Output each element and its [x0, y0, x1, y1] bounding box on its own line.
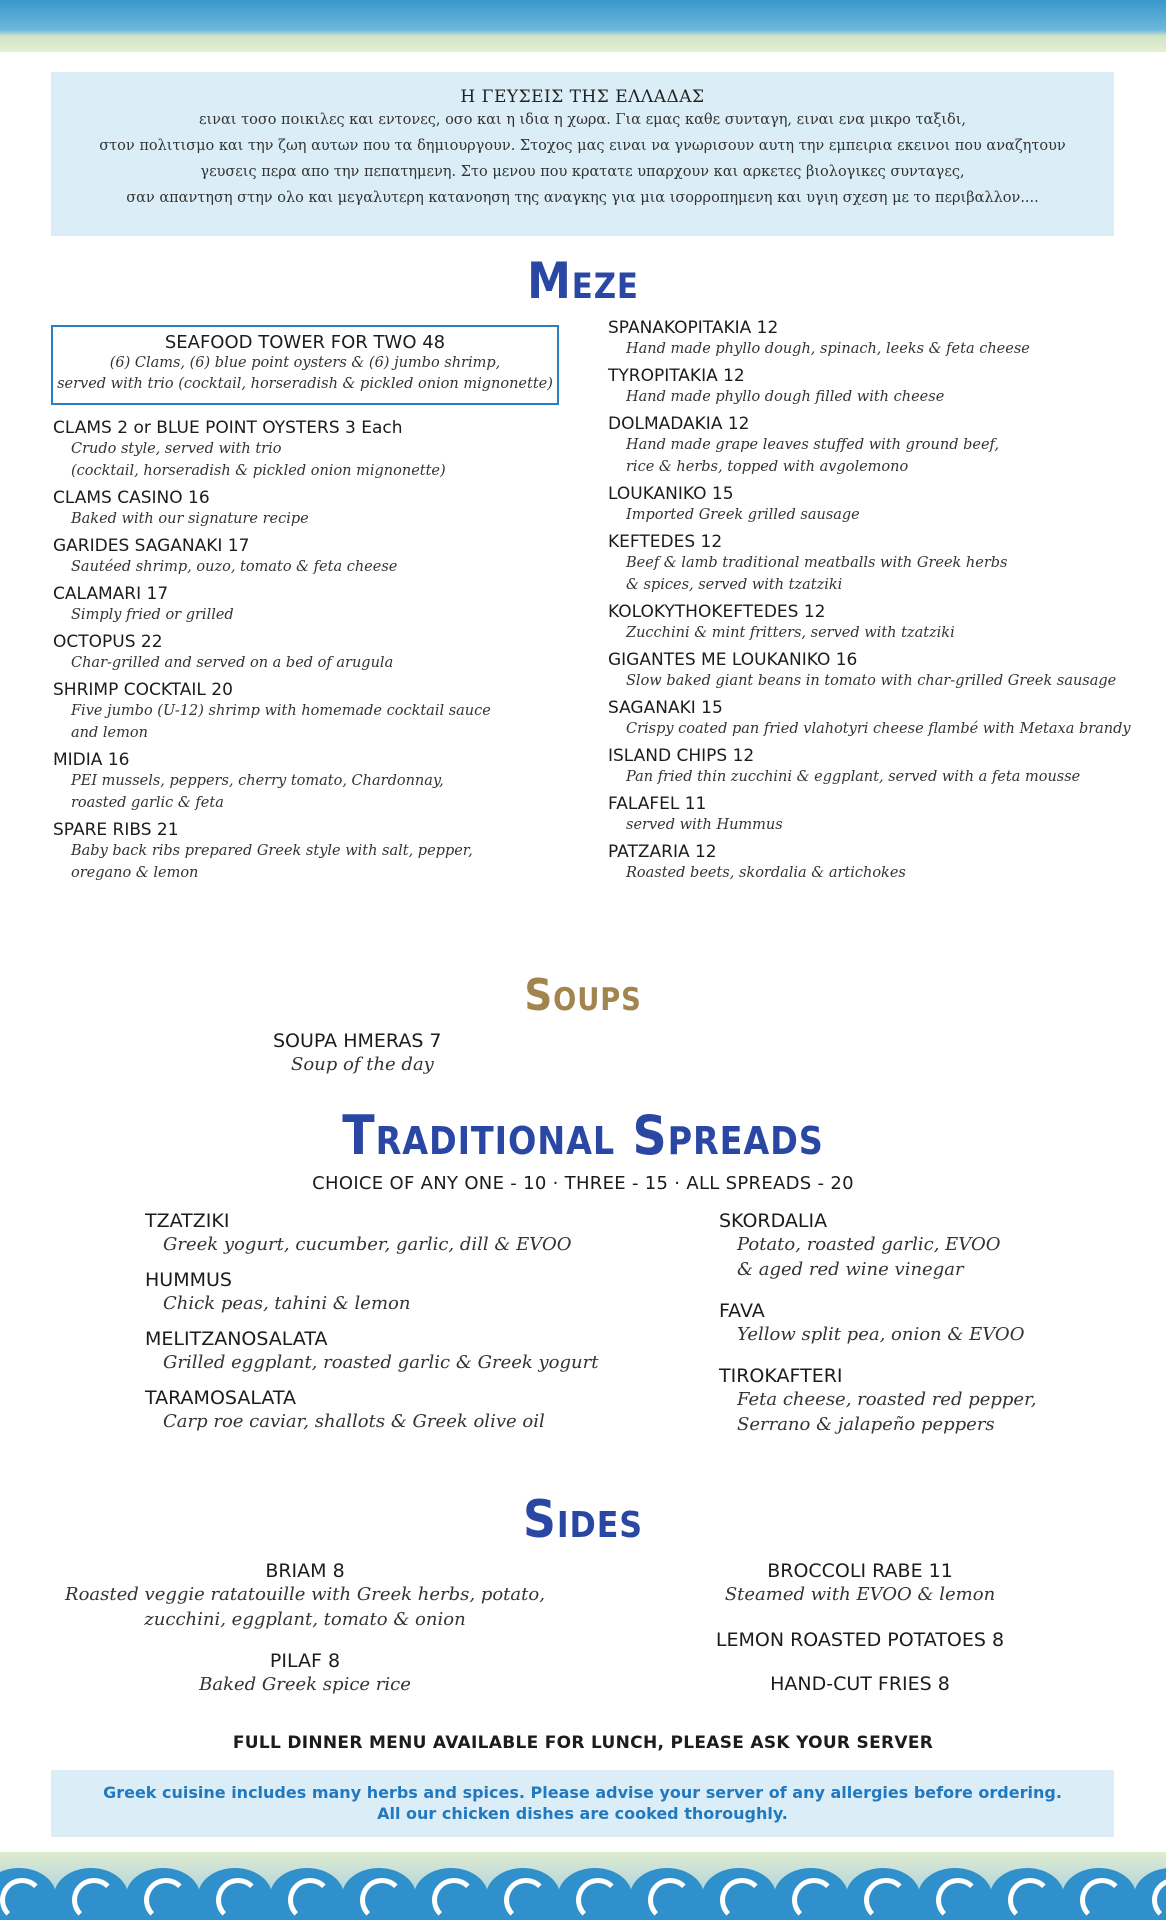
menu-item — [608, 532, 1148, 596]
menu-item — [608, 842, 1148, 884]
item-name: KEFTEDES 12 — [608, 532, 723, 552]
item-name: SPARE RIBS 21 — [53, 820, 179, 840]
item-desc: Hand made grape leaves stuffed with ground beef, — [626, 437, 999, 453]
item-name: GIGANTES ME LOUKANIKO 16 — [608, 650, 858, 670]
item-name: ISLAND CHIPS 12 — [608, 746, 755, 766]
item-desc: Crudo style, served with trio — [71, 441, 282, 457]
sides-title: Sides — [523, 1490, 643, 1550]
item-name: SPANAKOPITAKIA 12 — [608, 318, 779, 338]
item-desc: rice & herbs, topped with avgolemono — [626, 459, 909, 475]
top-decorative-band — [0, 0, 1166, 52]
wave-ornament — [342, 1868, 416, 1920]
wave-ornament — [126, 1868, 200, 1920]
menu-item — [719, 1365, 1119, 1437]
item-desc: Sautéed shrimp, ouzo, tomato & feta cheese — [71, 559, 398, 575]
intro-line: σαν απαντηση στην ολο και μεγαλυτερη κατανοηση της αναγκης για μια ισορροπημενη και υγιη σχεση με το περιβαλλον.... — [126, 190, 1039, 206]
wave-ornament — [918, 1868, 992, 1920]
menu-item — [640, 1629, 1080, 1651]
wave-ornament — [846, 1868, 920, 1920]
item-name: KOLOKYTHOKEFTEDES 12 — [608, 602, 826, 622]
meze-title: Meze — [527, 252, 639, 310]
seafood-tower-box — [51, 325, 559, 405]
menu-item — [53, 418, 553, 482]
item-desc: Hand made phyllo dough filled with cheese — [626, 389, 945, 405]
wave-ornament — [774, 1868, 848, 1920]
item-name: TYROPITAKIA 12 — [608, 366, 745, 386]
menu-item — [145, 1269, 625, 1316]
item-desc: Pan fried thin zucchini & eggplant, served with a feta mousse — [626, 769, 1081, 785]
spreads-title: Traditional Spreads — [342, 1104, 824, 1167]
item-name: PATZARIA 12 — [608, 842, 717, 862]
intro-panel — [51, 72, 1114, 236]
item-desc: Greek yogurt, cucumber, garlic, dill & EVOO — [163, 1234, 572, 1255]
menu-item — [608, 746, 1148, 788]
wave-ornament — [198, 1868, 272, 1920]
item-desc: Feta cheese, roasted red pepper, — [737, 1389, 1037, 1410]
item-desc: Crispy coated pan fried vlahotyri cheese flambé with Metaxa brandy — [626, 721, 1131, 737]
menu-item — [640, 1560, 1080, 1607]
menu-item — [608, 602, 1148, 644]
wave-ornament — [558, 1868, 632, 1920]
item-desc: Potato, roasted garlic, EVOO — [737, 1234, 1001, 1255]
item-name: BRIAM 8 — [265, 1560, 345, 1582]
item-name: TARAMOSALATA — [145, 1387, 296, 1409]
menu-item — [53, 584, 553, 626]
item-desc: Slow baked giant beans in tomato with char-grilled Greek sausage — [626, 673, 1117, 689]
item-desc: Chick peas, tahini & lemon — [163, 1293, 411, 1314]
menu-item — [608, 794, 1148, 836]
menu-item — [608, 650, 1148, 692]
item-name: MIDIA 16 — [53, 750, 130, 770]
item-name: DOLMADAKIA 12 — [608, 414, 750, 434]
item-desc: (6) Clams, (6) blue point oysters & (6) jumbo shrimp, — [109, 355, 501, 371]
item-desc: Yellow split pea, onion & EVOO — [737, 1324, 1025, 1345]
intro-line: στον πολιτισμο και την ζωη αυτων που τα δημιουργουν. Στοχος μας ειναι να γνωρισουν αυτη την εμπειρια εκεινοι που αναζητουν — [99, 138, 1066, 154]
item-desc: Serrano & jalapeño peppers — [737, 1414, 995, 1435]
intro-line: γευσεις περα απο την πεπατημενη. Στο μενου που κρατατε υπαρχουν και αρκετες βιολογικες συνταγες, — [200, 164, 965, 180]
item-desc: served with trio (cocktail, horseradish & pickled onion mignonette) — [57, 376, 553, 392]
lunch-note: FULL DINNER MENU AVAILABLE FOR LUNCH, PLEASE ASK YOUR SERVER — [232, 1733, 934, 1753]
menu-item — [608, 318, 1148, 360]
menu-item — [53, 488, 553, 530]
menu-item — [53, 820, 553, 884]
item-desc: PEI mussels, peppers, cherry tomato, Chardonnay, — [71, 773, 444, 789]
menu-item — [608, 698, 1148, 740]
menu-item — [60, 1650, 550, 1697]
item-name: TZATZIKI — [145, 1210, 230, 1232]
meze-right-column — [608, 318, 1148, 890]
intro-line: ειναι τοσο ποικιλες και εντονες, οσο και η ιδια η χωρα. Για εμας καθε συνταγη, ειναι ενα μικρο ταξιδι, — [198, 112, 967, 128]
item-desc: Char-grilled and served on a bed of arugula — [71, 655, 394, 671]
menu-item — [640, 1673, 1080, 1695]
item-desc: served with Hummus — [626, 817, 783, 833]
bottom-wave-band — [0, 1852, 1166, 1920]
spreads-pricing: CHOICE OF ANY ONE - 10 · THREE - 15 · ALL SPREADS - 20 — [312, 1173, 854, 1194]
item-desc: Baby back ribs prepared Greek style with salt, pepper, — [71, 843, 473, 859]
item-desc: Roasted veggie ratatouille with Greek herbs, potato, — [65, 1584, 545, 1605]
item-name: GARIDES SAGANAKI 17 — [53, 536, 250, 556]
item-name: SEAFOOD TOWER FOR TWO 48 — [164, 332, 446, 353]
item-desc: Soup of the day — [291, 1054, 434, 1075]
allergy-line: All our chicken dishes are cooked thoroughly. — [377, 1804, 788, 1823]
item-name: BROCCOLI RABE 11 — [767, 1560, 953, 1582]
menu-item — [608, 484, 1148, 526]
menu-item — [60, 1560, 550, 1632]
item-name: LOUKANIKO 15 — [608, 484, 734, 504]
soups-title: Soups — [524, 970, 642, 1021]
item-name: FAVA — [719, 1300, 765, 1322]
item-name: MELITZANOSALATA — [145, 1328, 328, 1350]
item-desc: Steamed with EVOO & lemon — [724, 1584, 996, 1605]
intro-title: Η ΓΕΥΣΕΙΣ ΤΗΣ ΕΛΛΑΔΑΣ — [460, 87, 705, 107]
item-desc: Baked with our signature recipe — [71, 511, 309, 527]
item-name: SKORDALIA — [719, 1210, 828, 1232]
menu-item — [719, 1210, 1119, 1282]
item-name: SAGANAKI 15 — [608, 698, 723, 718]
meze-left-column — [53, 418, 553, 890]
menu-item — [273, 1030, 573, 1077]
spreads-right-column — [719, 1210, 1119, 1455]
item-name: TIROKAFTERI — [719, 1365, 843, 1387]
item-name: HAND-CUT FRIES 8 — [770, 1673, 950, 1695]
wave-ornament — [1134, 1868, 1166, 1920]
soups-left — [273, 1030, 573, 1083]
item-name: LEMON ROASTED POTATOES 8 — [715, 1629, 1005, 1651]
menu-item — [608, 366, 1148, 408]
wave-ornament — [1062, 1868, 1136, 1920]
item-desc: Roasted beets, skordalia & artichokes — [626, 865, 906, 881]
wave-ornament — [270, 1868, 344, 1920]
item-name: CLAMS 2 or BLUE POINT OYSTERS 3 Each — [53, 418, 403, 438]
spreads-left-column — [145, 1210, 625, 1446]
item-desc: & aged red wine vinegar — [737, 1259, 964, 1280]
wave-ornament — [702, 1868, 776, 1920]
item-desc: Carp roe caviar, shallots & Greek olive oil — [163, 1411, 545, 1432]
item-desc: Five jumbo (U-12) shrimp with homemade cocktail sauce — [71, 703, 491, 719]
item-desc: Grilled eggplant, roasted garlic & Greek yogurt — [163, 1352, 599, 1373]
item-desc: Beef & lamb traditional meatballs with Greek herbs — [626, 555, 1008, 571]
wave-ornament — [990, 1868, 1064, 1920]
menu-item — [53, 750, 553, 814]
wave-ornament — [54, 1868, 128, 1920]
item-name: SHRIMP COCKTAIL 20 — [53, 680, 233, 700]
menu-item — [145, 1387, 625, 1434]
wave-ornament — [630, 1868, 704, 1920]
item-desc: and lemon — [71, 725, 148, 741]
item-name: CLAMS CASINO 16 — [53, 488, 210, 508]
menu-item — [145, 1210, 625, 1257]
item-desc: oregano & lemon — [71, 865, 199, 881]
wave-ornament — [486, 1868, 560, 1920]
item-desc: roasted garlic & feta — [71, 795, 224, 811]
item-name: HUMMUS — [145, 1269, 232, 1291]
menu-item — [719, 1300, 1119, 1347]
menu-item — [145, 1328, 625, 1375]
menu-item — [608, 414, 1148, 478]
sides-left-column — [60, 1560, 550, 1715]
item-desc: (cocktail, horseradish & pickled onion mignonette) — [71, 463, 446, 479]
allergy-panel — [51, 1770, 1114, 1837]
item-desc: Imported Greek grilled sausage — [626, 507, 860, 523]
item-desc: Zucchini & mint fritters, served with tzatziki — [626, 625, 955, 641]
wave-ornament — [0, 1868, 56, 1920]
item-name: CALAMARI 17 — [53, 584, 169, 604]
menu-item — [53, 536, 553, 578]
item-desc: Hand made phyllo dough, spinach, leeks & feta cheese — [626, 341, 1030, 357]
menu-item — [53, 680, 553, 744]
item-desc: Baked Greek spice rice — [199, 1674, 411, 1695]
item-name: FALAFEL 11 — [608, 794, 707, 814]
item-desc: Simply fried or grilled — [71, 607, 234, 623]
item-name: OCTOPUS 22 — [53, 632, 163, 652]
item-desc: & spices, served with tzatziki — [626, 577, 843, 593]
item-name: PILAF 8 — [269, 1650, 341, 1672]
item-desc: zucchini, eggplant, tomato & onion — [144, 1609, 466, 1630]
item-name: SOUPA HMERAS 7 — [273, 1030, 442, 1052]
wave-ornament — [414, 1868, 488, 1920]
allergy-line: Greek cuisine includes many herbs and spices. Please advise your server of any allergies before ordering. — [103, 1783, 1062, 1802]
sides-right-column — [640, 1560, 1080, 1717]
menu-item — [53, 632, 553, 674]
